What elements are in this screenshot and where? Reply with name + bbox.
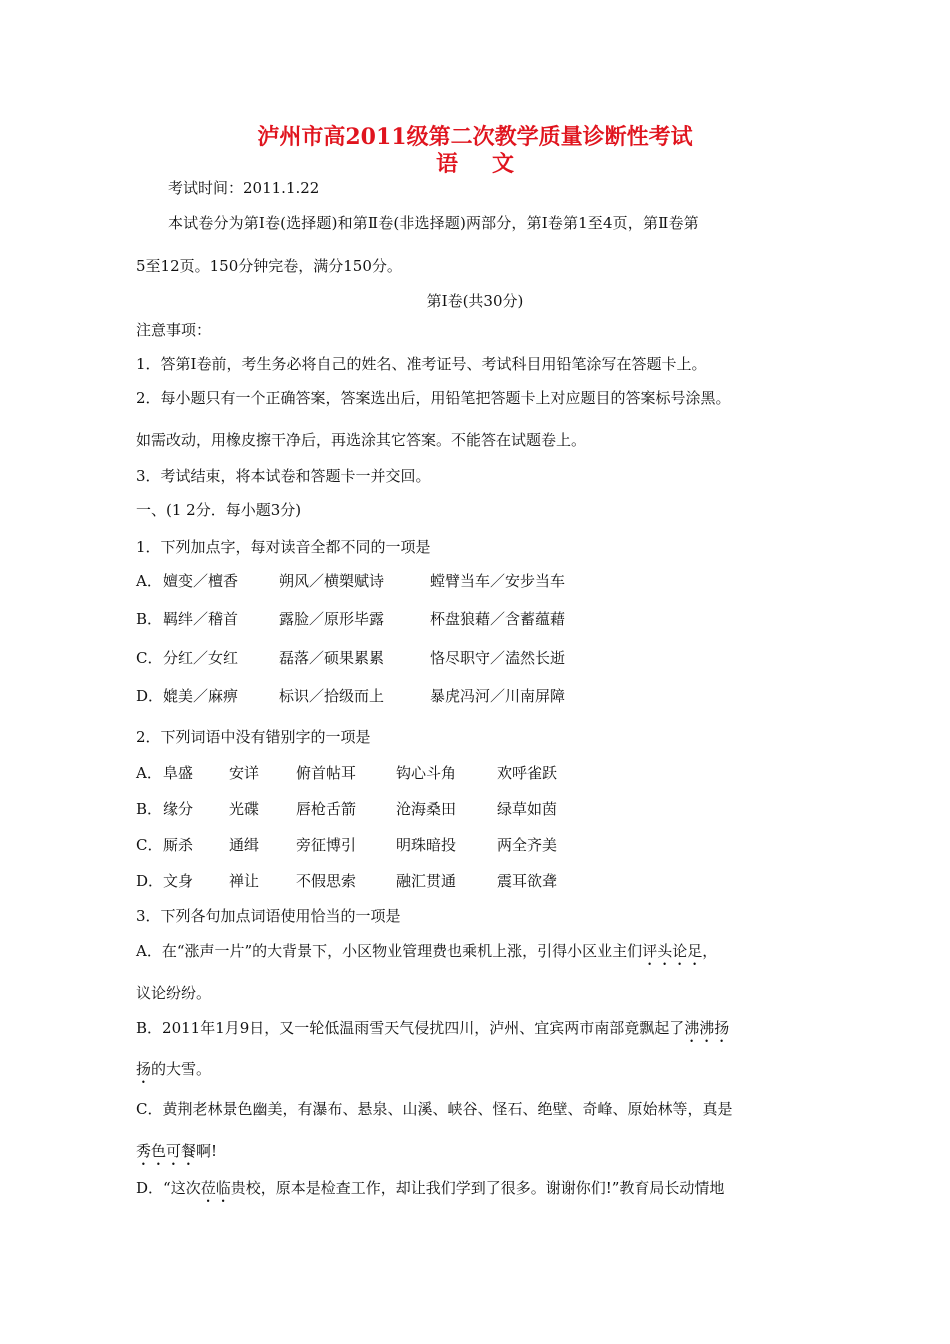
note-1: 1．答第Ⅰ卷前，考生务必将自己的姓名、准考证号、考试科目用铅笔涂写在答题卡上。: [136, 355, 707, 373]
q3-option-b: [136, 1018, 729, 1046]
q3-d-dotted-term: 莅临: [200, 1179, 231, 1197]
q1-stem: 1．下列加点字，每对读音全都不同的一项是: [136, 538, 431, 556]
q1-b-label: B．: [136, 610, 163, 628]
q2-b-w2: 光碟: [229, 800, 260, 818]
q2-d-w3: 不假思索: [296, 872, 357, 890]
q2-b-w3: 唇枪舌箭: [296, 800, 357, 818]
intro-line-2: 5至12页。150分钟完卷，满分150分。: [136, 257, 402, 275]
q3-option-a-cont: 议论纷纷。: [136, 984, 212, 1002]
note-2: 2．每小题只有一个正确答案，答案选出后，用铅笔把答题卡上对应题目的答案标号涂黑。: [136, 389, 731, 407]
q2-d-w2: 禅让: [229, 872, 260, 890]
q3-option-d: [136, 1178, 724, 1206]
q3-option-c: C．黄荆老林景色幽美，有瀑布、悬泉、山溪、峡谷、怪石、绝壁、奇峰、原始林等，真是: [136, 1100, 733, 1118]
exam-title: 泸州市高2011级第二次教学质量诊断性考试: [257, 124, 693, 150]
q3-a-punct: ，: [702, 942, 718, 960]
part1-heading: 第Ⅰ卷(共30分): [426, 292, 524, 310]
q1-d-col2: 标识／拾级而上: [279, 687, 385, 705]
q2-a-w5: 欢呼雀跃: [497, 764, 558, 782]
q1-a-col2: 朔风／横槊赋诗: [279, 572, 385, 590]
q2-d-w4: 融汇贯通: [396, 872, 457, 890]
intro-line-1: 本试卷分为第Ⅰ卷(选择题)和第Ⅱ卷(非选择题)两部分，第Ⅰ卷第1至4页，第Ⅱ卷第: [168, 214, 699, 232]
q3-stem: 3．下列各句加点词语使用恰当的一项是: [136, 907, 401, 925]
q2-c-w3: 旁征博引: [296, 836, 357, 854]
q2-b-w5: 绿草如茵: [497, 800, 558, 818]
q2-c-w5: 两全齐美: [497, 836, 558, 854]
q3-a-dotted-term: 评头论足: [642, 942, 703, 960]
q2-c-w1: 厮杀: [163, 836, 194, 854]
q2-c-label: C．: [136, 836, 163, 854]
q2-a-w4: 钩心斗角: [396, 764, 457, 782]
q3-c-dotted-term: 秀色可餐: [136, 1142, 197, 1160]
section-1-heading: 一、(1 2分．每小题3分): [136, 501, 302, 519]
q1-b-col3: 杯盘狼藉／含蓄蕴藉: [430, 610, 566, 628]
q1-b-col1: 羁绊／稽首: [163, 610, 239, 628]
q3-option-b-cont: [136, 1059, 211, 1087]
q3-b-dotted-term: 沸沸扬: [684, 1019, 730, 1037]
q2-a-w1: 阜盛: [163, 764, 194, 782]
q1-c-col1: 分红／女红: [163, 649, 239, 667]
q3-b-text: B．2011年1月9日，又一轮低温雨雪天气侵扰四川，泸州、宜宾两市南部竟飘起了: [136, 1019, 685, 1037]
q2-b-w1: 缘分: [163, 800, 194, 818]
q1-d-col3: 暴虎冯河／川南屏障: [430, 687, 566, 705]
q1-c-col2: 磊落／硕果累累: [279, 649, 385, 667]
q2-d-label: D．: [136, 872, 164, 890]
q3-option-a: [136, 941, 717, 969]
q2-b-w4: 沧海桑田: [396, 800, 457, 818]
q3-option-c-cont: [136, 1141, 217, 1169]
q2-c-w4: 明珠暗投: [396, 836, 457, 854]
q2-a-w2: 安详: [229, 764, 260, 782]
q1-a-col1: 嬗变／檀香: [163, 572, 239, 590]
q2-d-w5: 震耳欲聋: [497, 872, 558, 890]
q1-d-col1: 媲美／麻痹: [163, 687, 239, 705]
q3-d-tail: 贵校，原本是检查工作，却让我们学到了很多。谢谢你们!”教育局长动情地: [230, 1179, 725, 1197]
q3-b-tail: 的大雪。: [151, 1060, 212, 1078]
subject-title: 语文: [435, 151, 548, 177]
q1-d-label: D．: [136, 687, 164, 705]
q1-c-label: C．: [136, 649, 163, 667]
q3-b-dotted-term-cont: 扬: [136, 1060, 152, 1078]
q1-a-label: A．: [136, 572, 162, 590]
q1-b-col2: 露脸／原形毕露: [279, 610, 385, 628]
q3-a-text: A．在“涨声一片”的大背景下，小区物业管理费也乘机上涨，引得小区业主们: [136, 942, 643, 960]
note-2-cont: 如需改动，用橡皮擦干净后，再选涂其它答案。不能答在试题卷上。: [136, 431, 587, 449]
q3-c-tail: 啊!: [196, 1142, 218, 1160]
q2-d-w1: 文身: [163, 872, 194, 890]
exam-time: 考试时间：2011.1.22: [168, 179, 320, 197]
q1-a-col3: 螳臂当车／安步当车: [430, 572, 566, 590]
notes-label: 注意事项：: [136, 321, 212, 339]
q1-c-col3: 恪尽职守／溘然长逝: [430, 649, 566, 667]
q2-stem: 2．下列词语中没有错别字的一项是: [136, 728, 371, 746]
q3-d-text: D．“这次: [136, 1179, 201, 1197]
q2-a-label: A．: [136, 764, 162, 782]
q2-b-label: B．: [136, 800, 163, 818]
note-3: 3．考试结束，将本试卷和答题卡一并交回。: [136, 467, 431, 485]
q2-a-w3: 俯首帖耳: [296, 764, 357, 782]
q2-c-w2: 通缉: [229, 836, 260, 854]
